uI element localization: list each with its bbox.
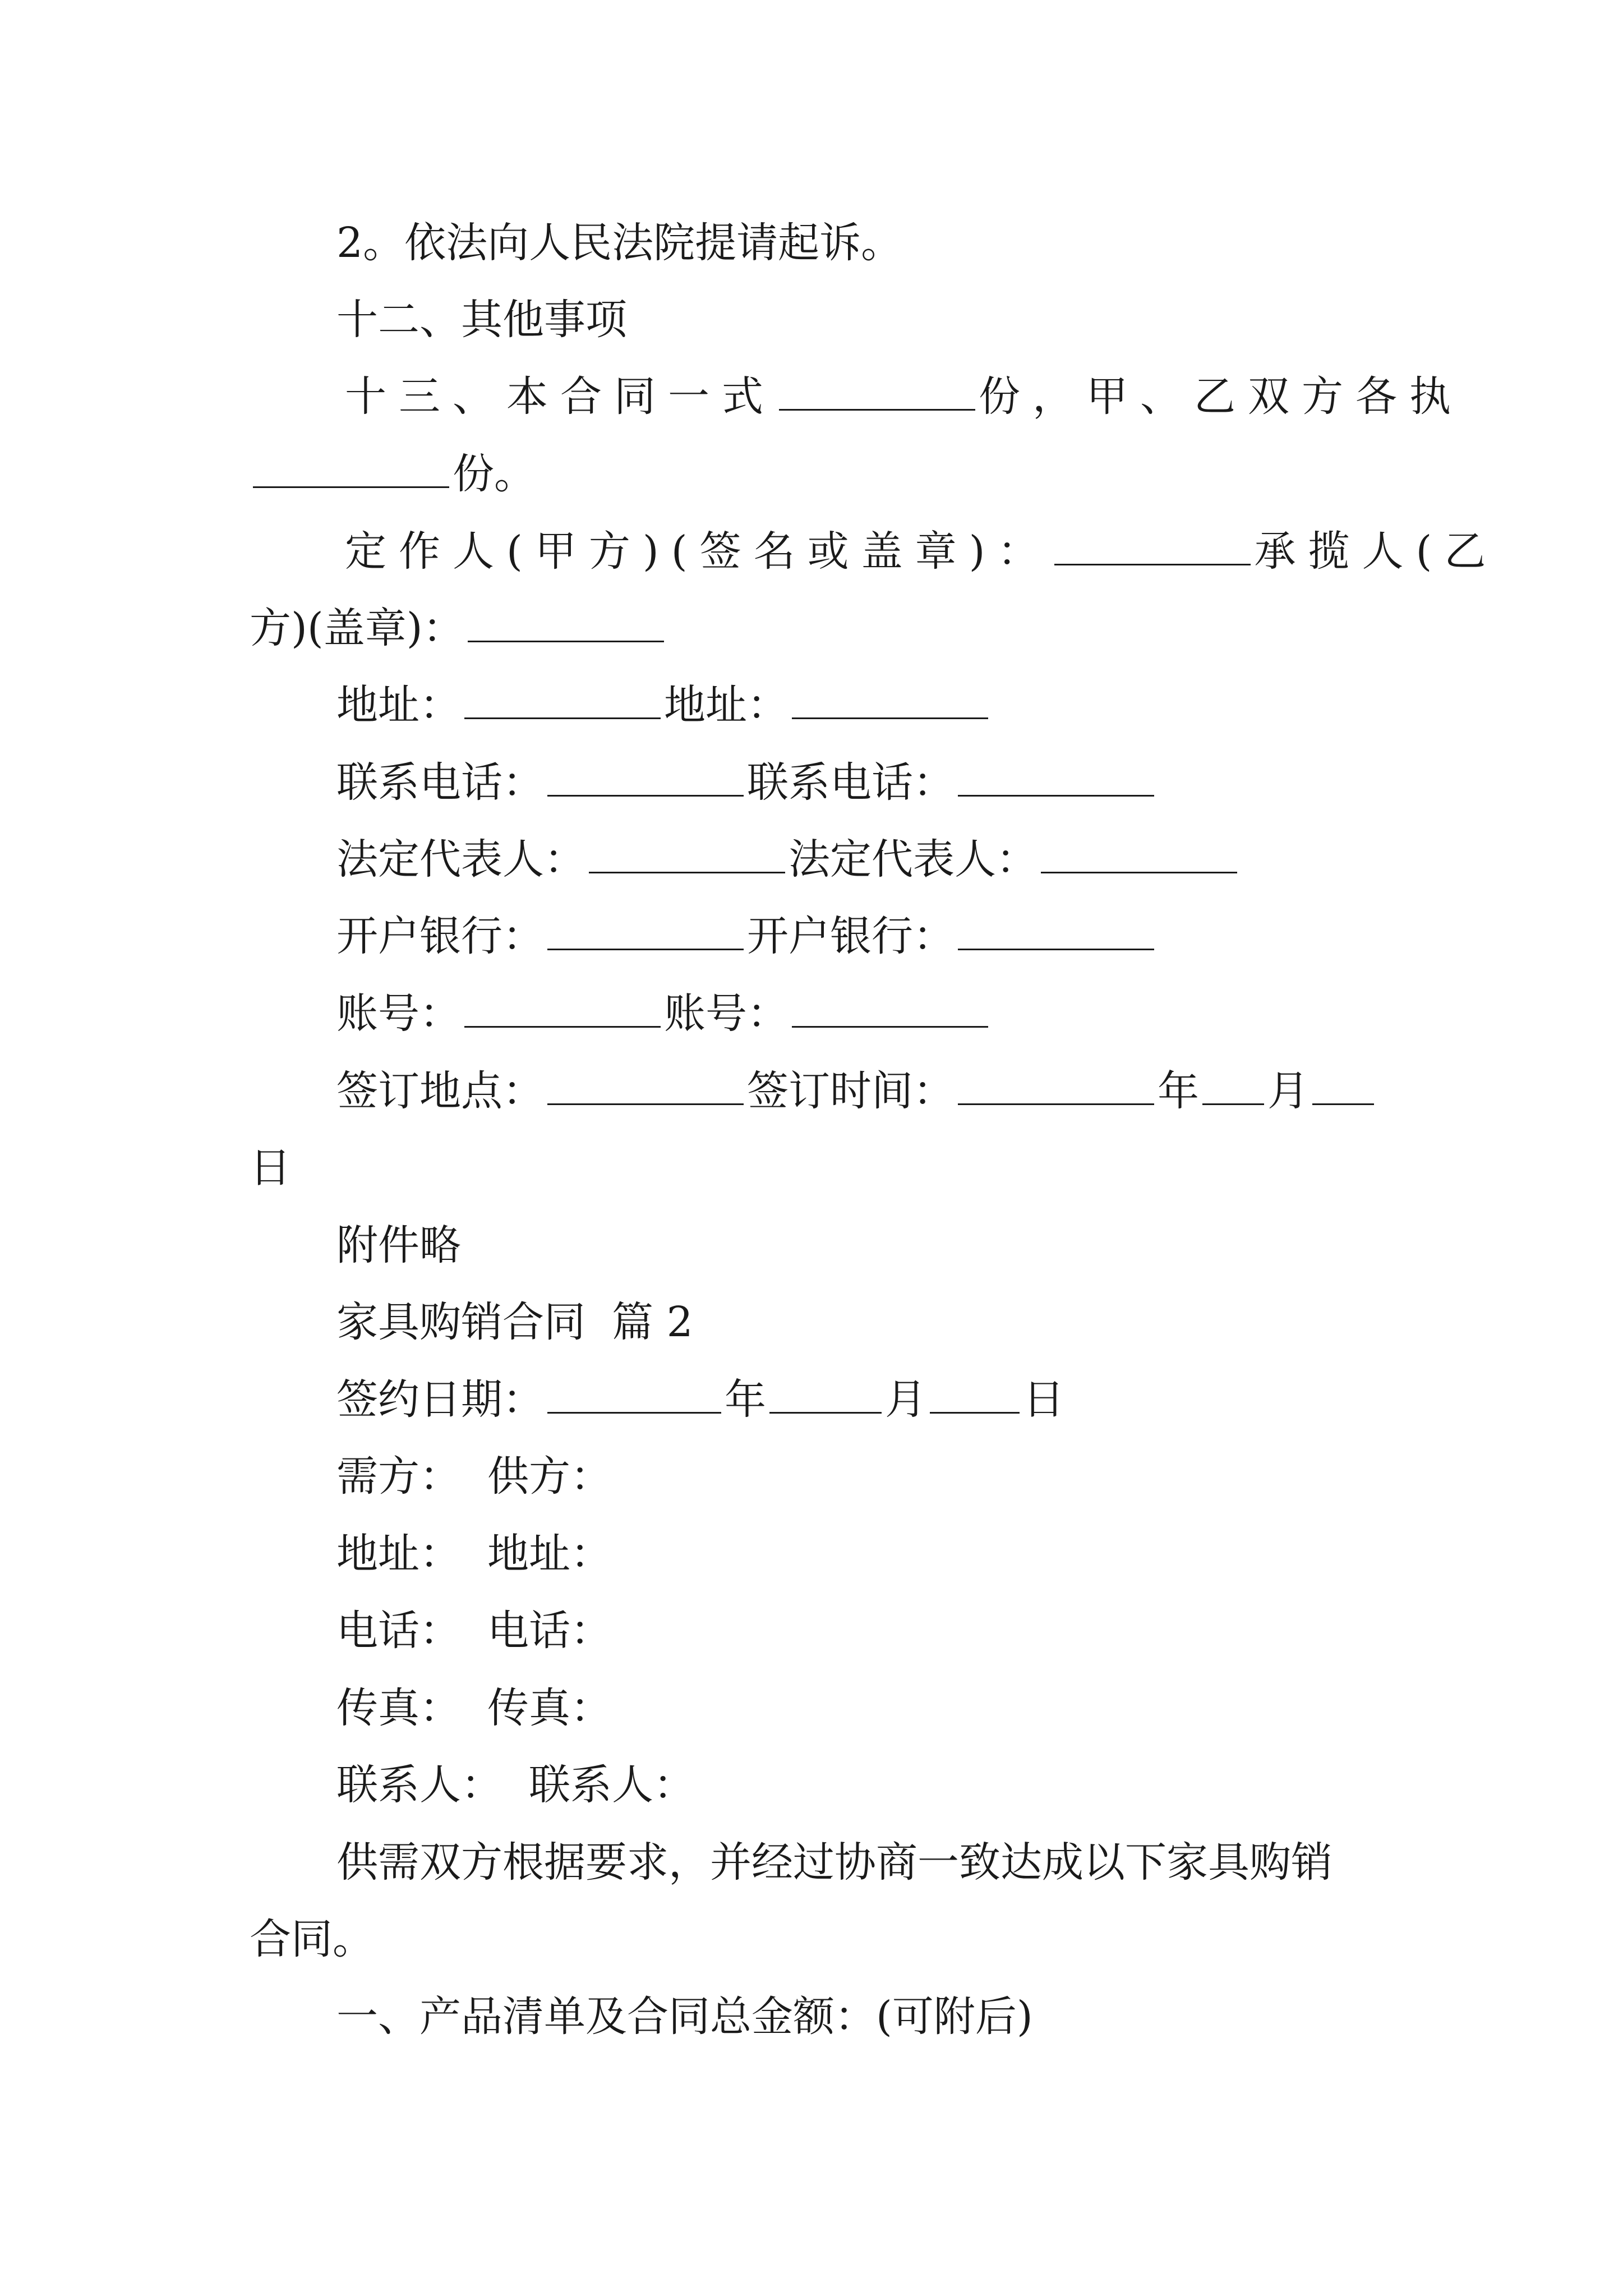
fax-row: 传真： 传真： bbox=[336, 1684, 612, 1732]
bank-row: 开户银行： 开户银行： bbox=[0, 905, 1623, 967]
party-b-bank-blank bbox=[958, 910, 1154, 950]
copies-total-blank bbox=[779, 371, 975, 411]
clause-11-item-2: 2。依法向人民法院提请起诉。 bbox=[336, 219, 903, 267]
date-month-blank bbox=[769, 1374, 882, 1414]
phone-row: 联系电话： 联系电话： bbox=[0, 752, 1623, 813]
clause-1-heading: 一、产品清单及合同总金额：(可附后) bbox=[336, 1993, 1033, 2041]
sign-place-blank bbox=[547, 1065, 744, 1105]
party-a-phone-blank bbox=[547, 757, 744, 797]
party-b-account-blank bbox=[792, 988, 988, 1028]
signature-party-line-1: 定作人(甲方)(签名或盖章)： 承揽人(乙 bbox=[0, 521, 1623, 582]
clause-12-heading: 十二、其他事项 bbox=[336, 296, 627, 344]
party-a-legal-rep-blank bbox=[589, 834, 785, 873]
party-b-phone-blank bbox=[958, 757, 1154, 797]
legal-rep-row: 法定代表人： 法定代表人： bbox=[0, 829, 1623, 890]
clause-13-line-2: 份。 bbox=[0, 443, 1623, 505]
party-b-address-blank bbox=[792, 679, 988, 719]
date-year-blank bbox=[547, 1374, 721, 1414]
party-a-bank-blank bbox=[547, 910, 744, 950]
date-day-blank bbox=[930, 1374, 1020, 1414]
contract-2-title: 家具购销合同 篇 2 bbox=[336, 1298, 693, 1346]
party-a-address-blank bbox=[464, 679, 661, 719]
tel-row: 电话： 电话： bbox=[336, 1607, 612, 1655]
party-a-account-blank bbox=[464, 988, 661, 1028]
parties-row: 需方： 供方： bbox=[336, 1452, 612, 1501]
agreement-line-2: 合同。 bbox=[250, 1915, 374, 1963]
address-row: 地址： 地址： bbox=[0, 674, 1623, 736]
contact-row: 联系人： 联系人： bbox=[336, 1761, 695, 1809]
sign-day-line: 日 bbox=[250, 1144, 291, 1192]
agreement-line-1: 供需双方根据要求，并经过协商一致达成以下家具购销 bbox=[336, 1838, 1332, 1887]
sign-year-blank bbox=[958, 1065, 1154, 1105]
attachment-note: 附件略 bbox=[336, 1221, 461, 1269]
signing-date-row: 签约日期： 年 月 日 bbox=[0, 1369, 1623, 1430]
clause-13-line-1: 十三、本合同一式 份，甲、乙双方各执 bbox=[0, 366, 1623, 427]
signature-party-line-2: 方)(盖章)： bbox=[0, 597, 1623, 659]
copies-each-blank bbox=[253, 448, 449, 488]
party-b-seal-blank bbox=[468, 602, 664, 642]
account-row: 账号： 账号： bbox=[0, 983, 1623, 1045]
sign-day-blank bbox=[1312, 1065, 1374, 1105]
sign-month-blank bbox=[1202, 1065, 1264, 1105]
party-b-legal-rep-blank bbox=[1041, 834, 1237, 873]
sign-place-time-row: 签订地点： 签订时间： 年 月 bbox=[0, 1060, 1623, 1122]
address2-row: 地址： 地址： bbox=[336, 1530, 612, 1578]
party-a-signature-blank bbox=[1054, 526, 1251, 565]
